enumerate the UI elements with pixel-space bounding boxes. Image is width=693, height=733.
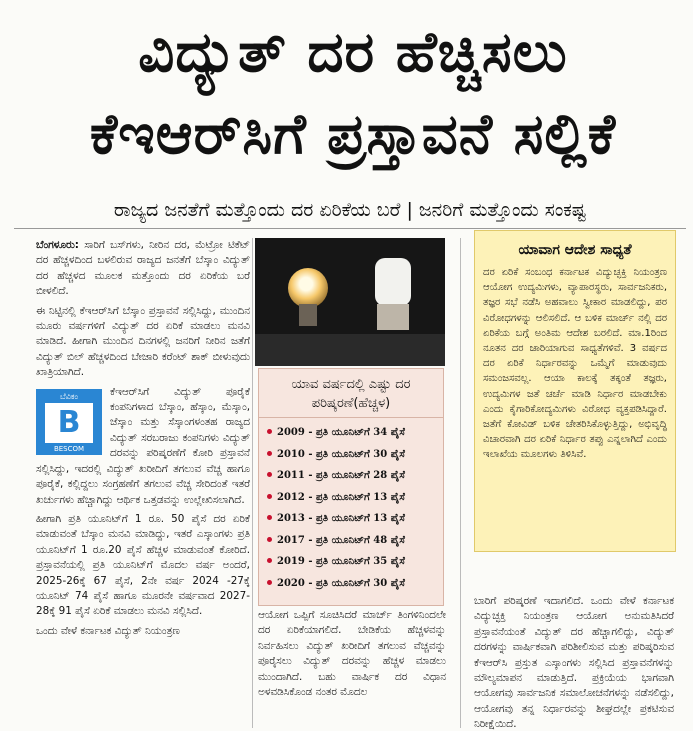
headline (18, 12, 688, 176)
sidebar-title: ಯಾವಾಗ ಆದೇಶ ಸಾಧ್ಯತೆ (518, 242, 632, 258)
cfl-bulb-icon (375, 258, 411, 306)
row-text: 2013 - ಪ್ರತಿ ಯೂನಿಟ್‌ಗೆ 13 ಪೈಸೆ (277, 513, 405, 524)
article-paragraph (36, 385, 250, 508)
article-column-2 (258, 608, 446, 728)
headline-line-1: ವಿದ್ಯುತ್ ದರ ಹೆಚ್ಚಿಸಲು (138, 20, 568, 85)
list-item (267, 551, 443, 573)
article-paragraph: ಬಾರಿಗೆ ಪರಿಷ್ಕರಣೆ ಇದಾಗಲಿದೆ. ಒಂದು ವೇಳೆ ಕರ್ನಾಟಕ ವಿದ್ಯುಚ್ಛಕ್ತಿ ನಿಯಂತ್ರಣ ಆಯೋಗ ಅನುಮತಿಸಿದರೆ ಪ್ರಸ್ತಾವನೆಯಂತೆ ವಿದ್ಯುತ್ ದರ ಹೆಚ್ಚಾಗಲಿದ್ದು, ವಿದ್ಯುತ್ ದರಗಳನ್ನು ವಾರ್ಷಿಕವಾಗಿ ಪರಿಶೀಲಿಸುವ ಮತ್ತು ಪರಿಷ್ಕರಿಸುವ ಕೆಇಆರ್‌ಸಿ ಪ್ರಸ್ತುತ ಎಸ್ಕಾಂಗಳು ಸಲ್ಲಿಸಿದ ಪ್ರಸ್ತಾವನೆಗಳನ್ನು ಮೌಲ್ಯಮಾಪನ ಮಾಡುತ್ತಿದೆ. ಪ್ರಕ್ರಿಯೆಯ ಭಾಗವಾಗಿ ಆಯೋಗವು ಸಾರ್ವಜನಿಕ ಸಮಾಲೋಚನೆಗಳನ್ನು ನಡೆಸಲಿದ್ದು, ಆಯೋಗವು ತನ್ನ ನಿರ್ಧಾರವನ್ನು ಶೀಘ್ರದಲ್ಲೇ ಪ್ರಕಟಿಸುವ ನಿರೀಕ್ಷೆಯಿದೆ. (474, 595, 674, 731)
bullet-icon (267, 494, 272, 499)
sidebar-box (474, 230, 676, 552)
list-item (267, 487, 443, 509)
article-paragraph: ಈ ನಿಟ್ಟಿನಲ್ಲಿ ಕೆಇಆರ್‌ಸಿಗೆ ಬೆಸ್ಕಾಂ ಪ್ರಸ್ತಾವನೆ ಸಲ್ಲಿಸಿದ್ದು, ಮುಂದಿನ ಮೂರು ವರ್ಷಗಳಿಗೆ ವಿದ್ಯುತ್ ದರ ಏರಿಕೆ ಮಾಡಲು ಮನವಿ ಮಾಡಿದೆ. ಹೀಗಾಗಿ ಮುಂದಿನ ದಿನಗಳಲ್ಲಿ ಜನರಿಗೆ ನೀರಿನ ಜತೆಗೆ ವಿದ್ಯುತ್ ಬಿಲ್ ಹೆಚ್ಚಳದಿಂದ ಬೇಜಾರಿ ಕರೆಂಟ್ ಶಾಕ್ ಬೀಳುವುದು ಖಾತ್ರಿಯಾಗಿದೆ. (36, 304, 250, 379)
row-text: 2020 - ಪ್ರತಿ ಯೂನಿಟ್‌ಗೆ 30 ಪೈಸೆ (277, 577, 405, 589)
logo-bottom-text: BESCOM (53, 444, 85, 453)
row-text: 2011 - ಪ್ರತಿ ಯೂನಿಟ್‌ಗೆ 28 ಪೈಸೆ (277, 470, 405, 481)
bullet-icon (267, 515, 272, 520)
bullet-icon (267, 580, 272, 585)
article-paragraph: ಆಯೋಗ ಒಪ್ಪಿಗೆ ಸೂಚಿಸಿದರೆ ಮಾರ್ಚ್ ತಿಂಗಳಿನಿಂದಲೇ ದರ ಏರಿಕೆಯಾಗಲಿದೆ. ಬೇಡಿಕೆಯ ಹೆಚ್ಚಳವನ್ನು ನಿರ್ವಹಿಸಲು ವಿದ್ಯುತ್ ಖರೀದಿಗೆ ತಗಲುವ ವೆಚ್ಚವನ್ನು ಪೂರೈಸಲು ವಿದ್ಯುತ್ ದರವನ್ನು ಹೆಚ್ಚಳ ಮಾಡಲು ಮುಂದಾಗಿದೆ. ಬಹು ವಾರ್ಷಿಕ ದರ ವಿಧಾನ ಅಳವಡಿಸಿಕೊಂಡ ನಂತರ ಮೊದಲ (258, 609, 446, 699)
list-item (267, 465, 443, 487)
paragraph-text: ಕೆಇಆರ್‌ಸಿಗೆ ವಿದ್ಯುತ್ ಪೂರೈಕೆ ಕಂಪನಿಗಳಾದ ಬೆಸ್ಕಾಂ, ಹೆಸ್ಕಾಂ, ಮೆಸ್ಕಾಂ, ಜೆಸ್ಕಾಂ ಮತ್ತು ಸೆಸ್ಕಾಂಗಳಂತಹ ರಾಜ್ಯದ ವಿದ್ಯುತ್ ಸರಬರಾಜು ಕಂಪನಿಗಳು ವಿದ್ಯುತ್ ದರವನ್ನು ಪರಿಷ್ಕರಣೆಗೆ ಕೋರಿ ಪ್ರಸ್ತಾವನೆ ಸಲ್ಲಿಸಿದ್ದು, ಇದರಲ್ಲಿ ವಿದ್ಯುತ್ ಖರೀದಿಗೆ ತಗಲುವ ವೆಚ್ಚ ಹಾಗೂ ಪೂರೈಕೆ, ಕಲ್ಲಿದ್ದಲು ಸಂಗ್ರಹಣೆಗೆ ತಗಲುವ ವೆಚ್ಚ ಸೇರಿದಂತೆ ಇತರೆ ಖರ್ಚುಗಳು ಹೆಚ್ಚಾಗಿದ್ದು ಆರ್ಥಿಕ ಒತ್ತಡವನ್ನು ಉಲ್ಲೇಖಿಸಲಾಗಿದೆ. (36, 385, 250, 506)
tariff-history-box (258, 368, 444, 606)
article-paragraph (36, 238, 250, 300)
article-paragraph: ಹೀಗಾಗಿ ಪ್ರತಿ ಯೂನಿಟ್‌ಗೆ 1 ರೂ. 50 ಪೈಸೆ ದರ ಏರಿಕೆ ಮಾಡುವಂತೆ ಬೆಸ್ಕಾಂ ಮನವಿ ಮಾಡಿದ್ದು, ಇತರೆ ಎಸ್ಕಾಂಗಳು ಪ್ರತಿ ಯೂನಿಟ್‌ಗೆ 1 ರೂ.20 ಪೈಸೆ ಹೆಚ್ಚಳ ಮಾಡುವಂತೆ ಕೋರಿದೆ. ಪ್ರಸ್ತಾವನೆಯಲ್ಲಿ ಪ್ರತಿ ಯೂನಿಟ್‌ಗೆ ಮೊದಲ ವರ್ಷ ಅಂದರೆ, 2025-26ಕ್ಕೆ 67 ಪೈಸೆ, 2ನೇ ವರ್ಷ 2024 -27ಕ್ಕೆ ಯೂನಿಟ್ 74 ಪೈಸೆ ಹಾಗೂ ಮೂರನೇ ವರ್ಷವಾದ 2027-28ಕ್ಕೆ 91 ಪೈಸೆ ಏರಿಕೆ ಮಾಡಲು ಮನವಿ ಸಲ್ಲಿಸಿದೆ. (36, 512, 250, 618)
column-divider (460, 238, 461, 728)
bullet-icon (267, 472, 272, 477)
article-column-1 (36, 238, 250, 728)
list-item (267, 444, 443, 466)
tariff-history-title: ಯಾವ ವರ್ಷದಲ್ಲಿ ಎಷ್ಟು ದರ ಪರಿಷ್ಕರಣೆ(ಹೆಚ್ಚಳ) (259, 369, 443, 418)
list-item (267, 573, 443, 595)
bullet-icon (267, 429, 272, 434)
subheadline: ರಾಜ್ಯದ ಜನತೆಗೆ ಮತ್ತೊಂದು ದರ ಏರಿಕೆಯ ಬರೆ | ಜನರಿಗೆ ಮತ್ತೊಂದು ಸಂಕಷ್ಟ (14, 196, 686, 229)
logo-top-text: ಬೆವಿಕಂ (59, 391, 79, 401)
row-text: 2019 - ಪ್ರತಿ ಯೂನಿಟ್‌ಗೆ 35 ಪೈಸೆ (277, 556, 405, 567)
row-text: 2010 - ಪ್ರತಿ ಯೂನಿಟ್‌ಗೆ 30 ಪೈಸೆ (277, 448, 405, 460)
article-column-3 (474, 594, 674, 731)
list-item (267, 422, 443, 444)
column-divider (252, 238, 253, 728)
bescom-logo (36, 389, 102, 455)
row-text: 2012 - ಪ್ರತಿ ಯೂನಿಟ್‌ಗೆ 13 ಪೈಸೆ (277, 491, 405, 503)
bullet-icon (267, 451, 272, 456)
incandescent-bulb-icon (288, 268, 328, 308)
cfl-base-icon (377, 304, 409, 330)
bulb-base-icon (299, 304, 317, 326)
bulbs-photo (255, 238, 445, 366)
row-text: 2009 - ಪ್ರತಿ ಯೂನಿಟ್‌ಗೆ 34 ಪೈಸೆ (277, 427, 405, 438)
article-paragraph: ಒಂದು ವೇಳೆ ಕರ್ನಾಟಕ ವಿದ್ಯುತ್ ನಿಯಂತ್ರಣ (36, 624, 180, 637)
list-item (267, 530, 443, 552)
bullet-icon (267, 558, 272, 563)
dateline: ಬೆಂಗಳೂರು: (36, 239, 79, 251)
bullet-icon (267, 537, 272, 542)
paragraph-text: ಸಾರಿಗೆ ಬಸ್‌ಗಳು, ನೀರಿನ ದರ, ಮೆಟ್ರೋ ಟಿಕೆಟ್ ದರ ಹೆಚ್ಚಳದಿಂದ ಬಳಲಿರುವ ರಾಜ್ಯದ ಜನತೆಗೆ ಬೆಸ್ಕಾಂ ವಿದ್ಯುತ್ ದರ ಹೆಚ್ಚಳದ ಮೂಲಕ ಮತ್ತೊಂದು ದರ ಏರಿಕೆಯ ಬರೆ ಬೀಳಲಿದೆ. (36, 239, 251, 298)
row-text: 2017 - ಪ್ರತಿ ಯೂನಿಟ್‌ಗೆ 48 ಪೈಸೆ (277, 534, 405, 546)
logo-letter: B (45, 403, 93, 443)
list-item (267, 508, 443, 530)
sidebar-body: ದರ ಏರಿಕೆ ಸಂಬಂಧ ಕರ್ನಾಟಕ ವಿದ್ಯುಚ್ಛಕ್ತಿ ನಿಯಂತ್ರಣ ಆಯೋಗ ಉದ್ಯಮಿಗಳು, ವ್ಯಾಪಾರಸ್ಥರು, ಸಾರ್ವಜನಿಕರು, ತಜ್ಞರ ಸಭೆ ನಡೆಸಿ ಅಹವಾಲು ಸ್ವೀಕಾರ ಮಾಡಲಿದ್ದು, ಪರ ವಿರೋಧಗಳನ್ನು ಆಲಿಸಲಿದೆ. ಆ ಬಳಿಕ ಮಾರ್ಚ್ ನಲ್ಲಿ ದರ ಏರಿಕೆಯ ಬಗ್ಗೆ ಅಂತಿಮ ಆದೇಶ ಬರಲಿದೆ. ಮಾ.1ರಿಂದ ನೂತನ ದರ ಜಾರಿಯಾಗುವ ಸಾಧ್ಯತೆಗಳಿವೆ. 3 ವರ್ಷದ ದರ ಏರಿಕೆ ನಿರ್ಧಾರವನ್ನು ಒಮ್ಮೆಗೆ ಮಾಡುವುದು ಸಮಂಜಸವಲ್ಲ. ಆಯಾ ಕಾಲಕ್ಕೆ ತಕ್ಕಂತೆ ತಜ್ಞರು, ಉದ್ಯಮಿಗಳ ಜತೆ ಚರ್ಚೆ ಮಾಡಿ ನಿರ್ಧಾರ ಮಾಡಬೇಕು ಎಂದು ಕೈಗಾರಿಕೋದ್ಯಮಿಗಳು ವಿರೋಧ ವ್ಯಕ್ತಪಡಿಸಿದ್ದಾರೆ. ಜತೆಗೆ ಕೋವಿಡ್ ಬಳಿಕ ಚೇತರಿಸಿಕೊಳ್ಳುತ್ತಿದ್ದು, ಅಭಿವೃದ್ಧಿ ವಿಚಾರವಾಗಿ ದರ ಏರಿಕೆ ನಿರ್ಧಾರ ತಪ್ಪು ಎನ್ನಲಾಗಿದೆ ಎಂದು ಇಲಾಖೆಯ ಮೂಲಗಳು ತಿಳಿಸಿವೆ. (483, 267, 667, 461)
cable-shape (255, 334, 445, 366)
tariff-history-list (259, 422, 443, 594)
headline-line-2: ಕೆಇಆರ್‌ಸಿಗೆ ಪ್ರಸ್ತಾವನೆ ಸಲ್ಲಿಕೆ (89, 102, 617, 167)
